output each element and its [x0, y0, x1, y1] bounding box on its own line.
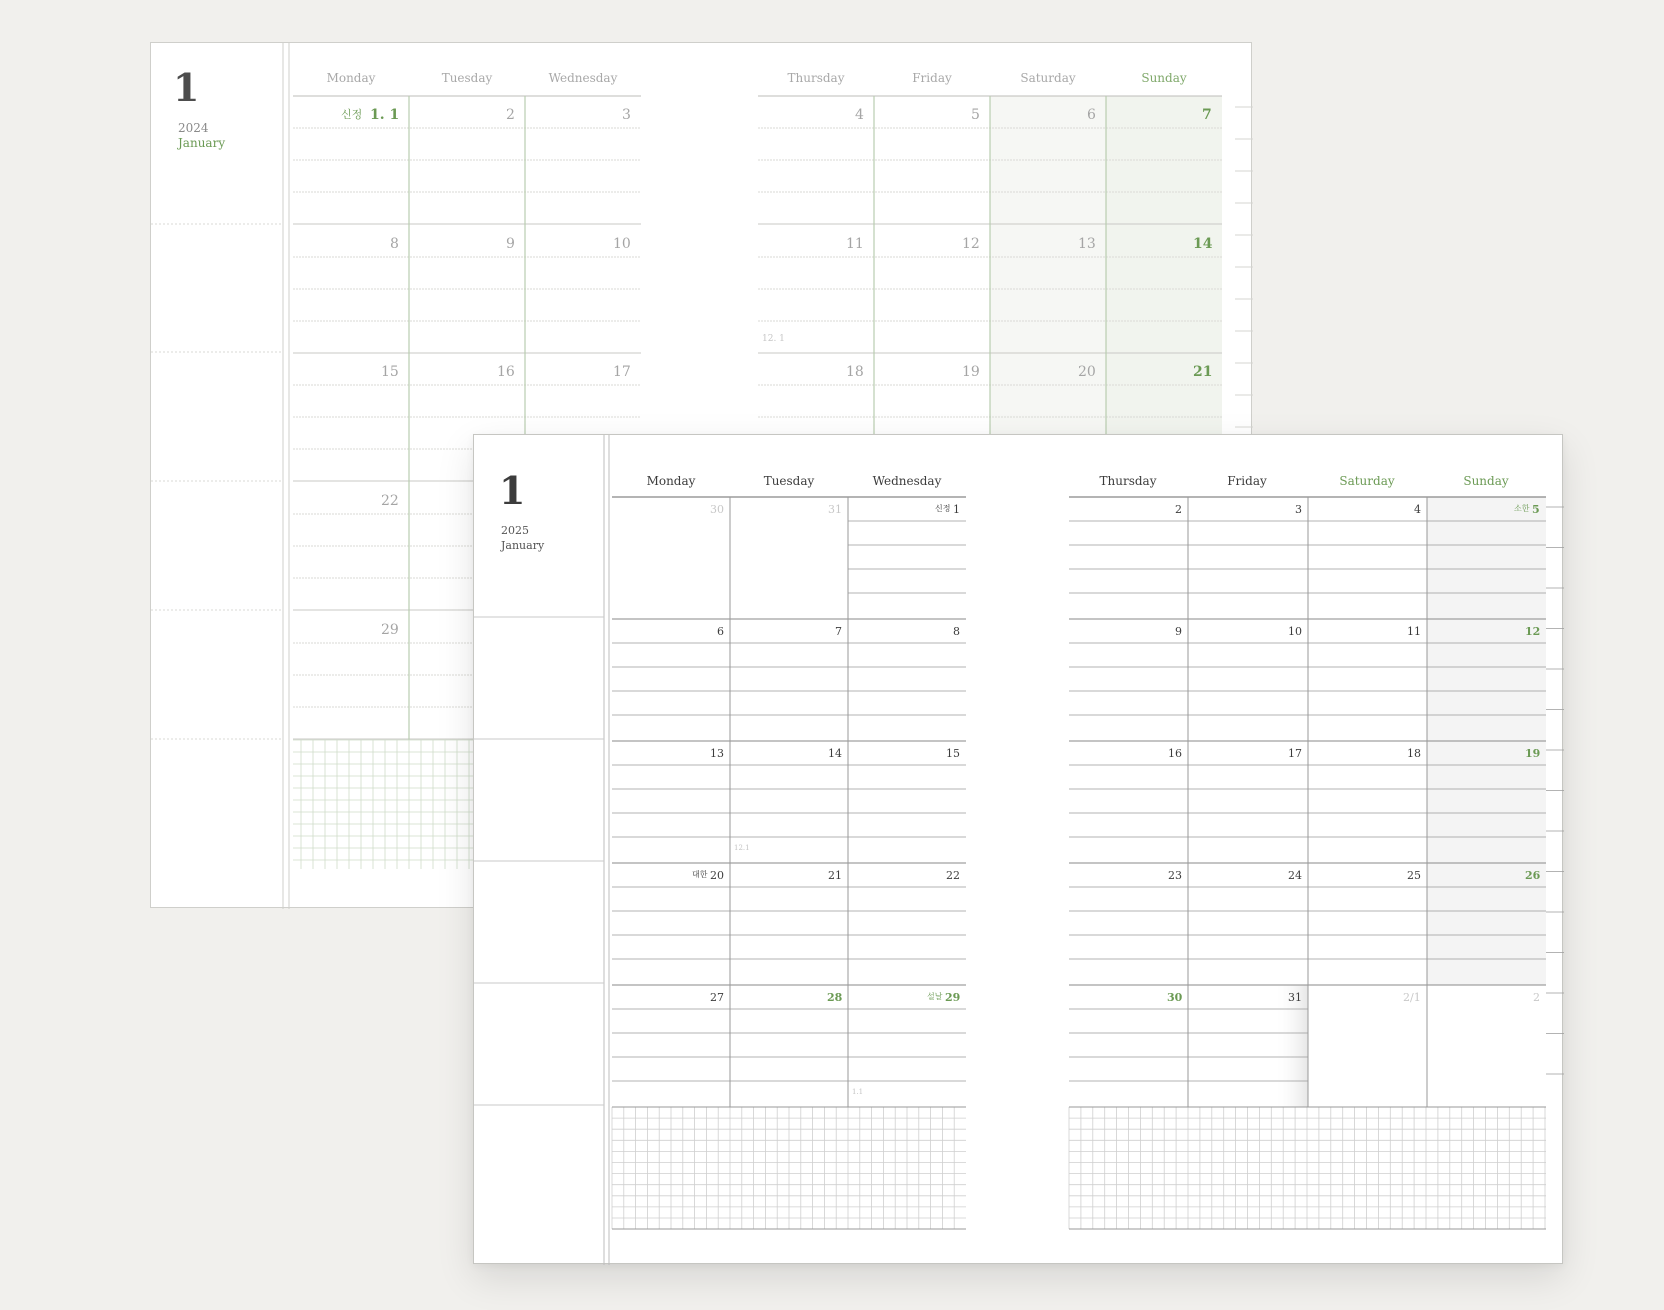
year-label: 2025 — [501, 524, 529, 537]
day-number: 20 — [710, 869, 724, 882]
day-number: 25 — [1407, 869, 1421, 882]
day-number: 15 — [946, 747, 960, 760]
holiday-label: 설날 — [927, 992, 943, 1001]
day-number: 17 — [613, 364, 631, 380]
day-number: 15 — [381, 364, 399, 380]
weekday-header: Thursday — [1099, 474, 1157, 488]
day-number: 1. 1 — [370, 107, 400, 123]
day-number: 18 — [1407, 747, 1421, 760]
day-number: 18 — [846, 364, 864, 380]
day-number: 9 — [1175, 625, 1182, 638]
day-number: 22 — [381, 493, 399, 509]
day-number: 7 — [835, 625, 842, 638]
day-number: 26 — [1525, 869, 1541, 882]
day-number: 16 — [1168, 747, 1182, 760]
day-number: 8 — [390, 236, 399, 252]
lunar-date-note: 12. 1 — [762, 334, 785, 344]
weekend-shade — [1106, 96, 1222, 486]
day-number: 8 — [953, 625, 960, 638]
day-number: 13 — [710, 747, 724, 760]
day-number: 13 — [1078, 236, 1096, 252]
day-number: 20 — [1078, 364, 1096, 380]
day-number: 22 — [946, 869, 960, 882]
holiday-label: 신정 — [935, 504, 951, 513]
day-number: 3 — [622, 107, 631, 123]
weekday-header: Sunday — [1141, 71, 1187, 85]
year-label: 2024 — [178, 121, 209, 135]
weekday-header: Wednesday — [872, 474, 942, 488]
day-number: 21 — [828, 869, 842, 882]
weekday-header: Sunday — [1463, 474, 1509, 488]
holiday-label: 소한 — [1514, 504, 1530, 513]
day-number: 1 — [953, 503, 960, 516]
holiday-label: 대한 — [692, 870, 708, 879]
day-number: 4 — [855, 107, 864, 123]
day-number: 17 — [1288, 747, 1302, 760]
day-number: 2 — [1533, 991, 1540, 1004]
day-number: 7 — [1202, 107, 1212, 123]
month-number: 1 — [499, 468, 526, 513]
day-number: 30 — [1167, 991, 1183, 1004]
weekday-header: Monday — [646, 474, 696, 488]
month-name: January — [178, 136, 226, 150]
day-number: 14 — [1193, 236, 1213, 252]
weekday-header: Saturday — [1020, 71, 1076, 85]
day-number: 12 — [1525, 625, 1541, 638]
day-number: 2 — [506, 107, 515, 123]
weekday-header: Thursday — [787, 71, 845, 85]
day-number: 11 — [846, 236, 864, 252]
weekday-header: Friday — [1227, 474, 1267, 488]
day-number: 19 — [1525, 747, 1541, 760]
day-number: 4 — [1414, 503, 1421, 516]
day-number: 2 — [1175, 503, 1182, 516]
weekday-header: Tuesday — [441, 71, 493, 85]
day-number: 19 — [962, 364, 980, 380]
day-number: 29 — [945, 991, 961, 1004]
day-number: 11 — [1407, 625, 1421, 638]
lunar-date-note: 1.1 — [852, 1088, 864, 1096]
day-number: 3 — [1295, 503, 1302, 516]
day-number: 23 — [1168, 869, 1182, 882]
day-number: 30 — [710, 503, 724, 516]
weekday-header: Saturday — [1339, 474, 1395, 488]
day-number: 10 — [613, 236, 631, 252]
day-number: 28 — [827, 991, 843, 1004]
day-number: 5 — [971, 107, 980, 123]
day-number: 31 — [828, 503, 842, 516]
weekday-header: Friday — [912, 71, 952, 85]
day-number: 14 — [828, 747, 842, 760]
lunar-date-note: 12.1 — [734, 844, 750, 852]
day-number: 6 — [1087, 107, 1096, 123]
month-number: 1 — [173, 65, 200, 110]
day-number: 10 — [1288, 625, 1302, 638]
day-number: 16 — [497, 364, 515, 380]
weekday-header: Monday — [326, 71, 376, 85]
day-number: 29 — [381, 622, 399, 638]
day-number: 27 — [710, 991, 724, 1004]
holiday-label: 신정 — [341, 108, 363, 121]
day-number: 12 — [962, 236, 980, 252]
day-number: 5 — [1532, 503, 1540, 516]
day-number: 6 — [717, 625, 724, 638]
day-number: 31 — [1288, 991, 1302, 1004]
weekday-header: Tuesday — [763, 474, 815, 488]
day-number: 24 — [1288, 869, 1302, 882]
day-number: 2/1 — [1403, 991, 1421, 1004]
day-number: 21 — [1193, 364, 1213, 380]
planner-2025-grid — [474, 435, 1564, 1265]
month-name: January — [501, 539, 545, 552]
planner-page-2025 — [473, 434, 1563, 1264]
weekend-shade — [990, 96, 1106, 486]
weekday-header: Wednesday — [548, 71, 618, 85]
day-number: 9 — [506, 236, 515, 252]
